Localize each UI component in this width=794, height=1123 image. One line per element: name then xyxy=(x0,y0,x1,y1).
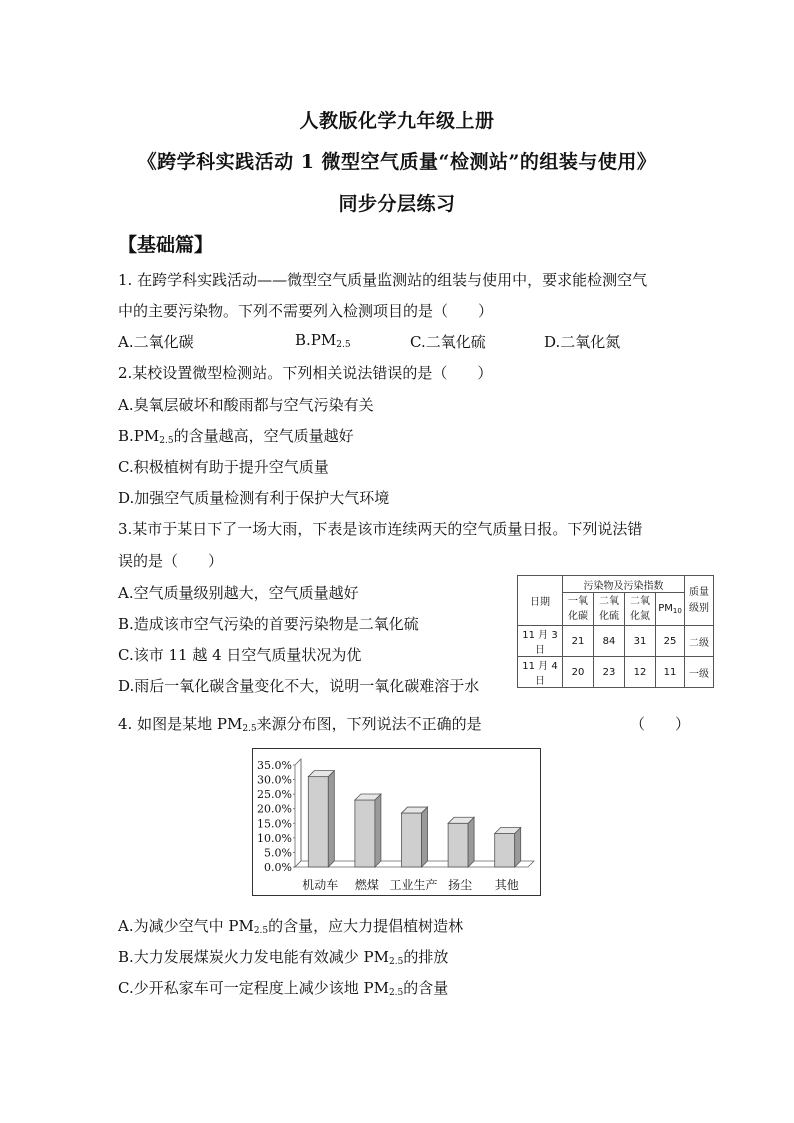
bar-side xyxy=(375,794,381,867)
y-tick-label: 25.0% xyxy=(257,788,292,802)
q4-option-b xyxy=(118,946,448,967)
x-category-label: 机动车 xyxy=(302,878,339,892)
q1-stem-line1: 1. 在跨学科实践活动——微型空气质量监测站的组装与使用中，要求能检测空气 xyxy=(118,271,648,289)
q2-option-a: A.臭氧层破坏和酸雨都与空气污染有关 xyxy=(118,396,374,414)
row2-date: 11 月 4 日 xyxy=(518,657,563,688)
bar xyxy=(402,813,422,867)
q4-option-c-sub: 2.5 xyxy=(388,988,404,998)
q2-option-b-pre: B.PM xyxy=(118,427,160,445)
q4-answer-paren: （ ） xyxy=(630,715,691,733)
bar xyxy=(495,833,515,867)
level-header-l2: 级别 xyxy=(689,602,709,614)
q2-stem: 2.某校设置微型检测站。下列相关说法错误的是（ ） xyxy=(118,364,493,382)
table-header-so2 xyxy=(594,593,625,626)
q1-option-c: C.二氧化硫 xyxy=(410,333,486,351)
row2-level: 一级 xyxy=(685,657,714,688)
row1-co: 21 xyxy=(563,626,594,657)
y-tick-label: 15.0% xyxy=(257,817,292,831)
x-category-label: 扬尘 xyxy=(448,878,473,892)
chart-side-wall xyxy=(295,759,301,867)
q4-option-c xyxy=(118,977,448,998)
q3-option-a: A.空气质量级别越大，空气质量越好 xyxy=(118,584,359,602)
q3-option-c: C.该市 11 越 4 日空气质量状况为优 xyxy=(118,646,362,664)
q4-option-c-pre: C.少开私家车可一定程度上减少该地 PM xyxy=(118,979,389,997)
bar xyxy=(308,777,328,867)
row1-level: 二级 xyxy=(685,626,714,657)
bar-side xyxy=(468,817,474,867)
q2-option-b-sub: 2.5 xyxy=(159,436,174,446)
y-tick-label: 30.0% xyxy=(257,773,292,787)
q2-option-d: D.加强空气质量检测有利于保护大气环境 xyxy=(118,489,390,507)
row2-co: 20 xyxy=(563,657,594,688)
q4-stem-sub: 2.5 xyxy=(242,724,257,734)
y-tick-label: 35.0% xyxy=(257,759,292,772)
bar-side xyxy=(328,771,334,867)
pm10-header-sub: 10 xyxy=(672,607,682,615)
bar-side xyxy=(422,807,428,867)
q1-option-b-sub: 2.5 xyxy=(336,340,351,350)
air-quality-table xyxy=(517,575,714,688)
q4-stem-pre: 4. 如图是某地 PM xyxy=(118,715,243,733)
q3-stem-line2: 误的是（ ） xyxy=(118,552,224,570)
q2-option-b xyxy=(118,425,354,446)
row2-no2: 12 xyxy=(625,657,656,688)
title-line-3: 同步分层练习 xyxy=(338,193,456,215)
row1-date: 11 月 3 日 xyxy=(518,626,563,657)
title-line-1: 人教版化学九年级上册 xyxy=(299,110,495,132)
q1-option-b xyxy=(295,331,351,350)
row1-no2: 31 xyxy=(625,626,656,657)
table-header-no2 xyxy=(625,593,656,626)
table-header-date: 日期 xyxy=(518,576,563,626)
table-header-co xyxy=(563,593,594,626)
q3-option-d: D.雨后一氧化碳含量变化不大，说明一氧化碳难溶于水 xyxy=(118,677,480,695)
so2-header-l2: 化硫 xyxy=(599,611,619,622)
section-heading: 【基础篇】 xyxy=(118,234,214,256)
row1-pm: 25 xyxy=(656,626,685,657)
q1-option-d: D.二氧化氮 xyxy=(544,333,621,351)
table-row xyxy=(518,626,714,657)
y-tick-label: 20.0% xyxy=(257,802,292,816)
q1-option-b-text: B.PM xyxy=(295,331,337,349)
q4-stem xyxy=(118,713,482,734)
chart-svg xyxy=(253,749,540,895)
q4-option-a-pre: A.为减少空气中 PM xyxy=(118,917,254,935)
row1-so2: 84 xyxy=(594,626,625,657)
co-header-l1: 一氧 xyxy=(568,596,588,607)
title-line-2: 《跨学科实践活动 1 微型空气质量“检测站”的组装与使用》 xyxy=(137,151,657,173)
q4-option-b-sub: 2.5 xyxy=(389,957,404,967)
y-tick-label: 0.0% xyxy=(264,861,292,874)
q3-option-b: B.造成该市空气污染的首要污染物是二氧化硫 xyxy=(118,615,419,633)
q4-option-a-sub: 2.5 xyxy=(253,926,269,936)
q4-option-b-pre: B.大力发展煤炭火力发电能有效减少 PM xyxy=(118,948,390,966)
row2-so2: 23 xyxy=(594,657,625,688)
q4-option-c-post: 的含量 xyxy=(403,979,449,997)
q1-option-a: A.二氧化碳 xyxy=(118,333,194,351)
bar-side xyxy=(515,827,521,867)
pm25-source-chart xyxy=(252,748,541,896)
co-header-l2: 化碳 xyxy=(568,611,588,622)
pm10-header-text: PM xyxy=(658,603,673,614)
no2-header-l2: 化氮 xyxy=(630,611,650,622)
bar xyxy=(448,823,468,867)
so2-header-l1: 二氧 xyxy=(599,596,619,607)
q4-stem-post: 来源分布图，下列说法不正确的是 xyxy=(256,715,482,733)
x-category-label: 燃煤 xyxy=(354,878,379,892)
bar xyxy=(355,800,375,867)
q4-option-b-post: 的排放 xyxy=(403,948,449,966)
y-tick-label: 5.0% xyxy=(264,846,292,860)
x-category-label: 工业生产 xyxy=(389,878,438,892)
no2-header-l1: 二氧 xyxy=(630,596,650,607)
q1-stem-line2: 中的主要污染物。下列不需要列入检测项目的是（ ） xyxy=(118,302,494,320)
q2-option-c: C.积极植树有助于提升空气质量 xyxy=(118,458,329,476)
table-row xyxy=(518,657,714,688)
x-category-label: 其他 xyxy=(494,878,519,892)
table-header-pm10 xyxy=(656,593,685,626)
q3-stem-line1: 3.某市于某日下了一场大雨，下表是该市连续两天的空气质量日报。下列说法错 xyxy=(118,520,643,538)
table-header-level xyxy=(685,576,714,626)
q2-option-b-post: 的含量越高，空气质量越好 xyxy=(173,427,354,445)
q4-option-a xyxy=(118,915,463,936)
level-header-l1: 质量 xyxy=(689,586,709,598)
y-tick-label: 10.0% xyxy=(257,831,292,845)
table-header-pollutants: 污染物及污染指数 xyxy=(563,576,685,593)
q4-option-a-post: 的含量，应大力提倡植树造林 xyxy=(268,917,464,935)
row2-pm: 11 xyxy=(656,657,685,688)
